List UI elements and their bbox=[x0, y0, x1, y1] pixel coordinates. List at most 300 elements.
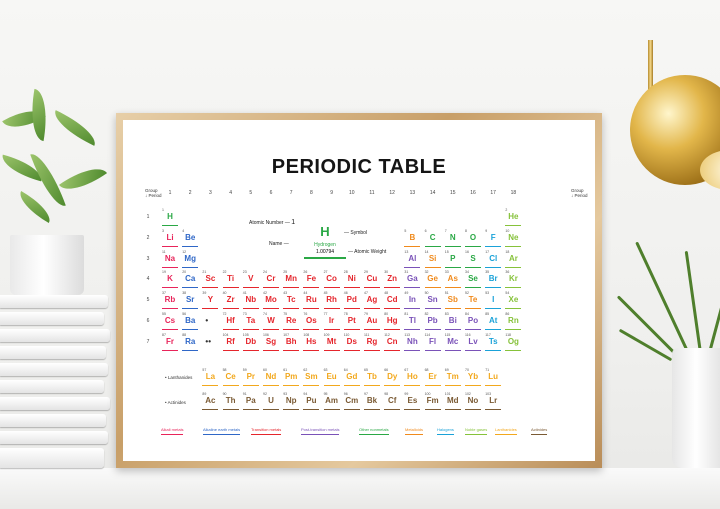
atomic-number: 42 bbox=[263, 291, 267, 296]
element-symbol: Sc bbox=[205, 274, 216, 284]
element-symbol: Cu bbox=[366, 274, 378, 284]
element-symbol: Pt bbox=[347, 316, 356, 325]
group-label-left: Group ↓ Period bbox=[145, 188, 162, 198]
category-bar bbox=[243, 409, 259, 410]
element-cell bbox=[343, 270, 361, 290]
atomic-number: 13 bbox=[404, 249, 409, 254]
element-symbol: V bbox=[248, 274, 254, 284]
element-cell bbox=[302, 368, 320, 388]
element-cell bbox=[323, 312, 341, 332]
atomic-number: 84 bbox=[465, 312, 469, 316]
group-number: 3 bbox=[209, 190, 212, 196]
atomic-number: 56 bbox=[182, 312, 187, 316]
category-bar bbox=[364, 308, 380, 309]
category-bar bbox=[445, 246, 461, 247]
element-symbol: Cl bbox=[489, 253, 498, 263]
element-symbol: Cf bbox=[387, 396, 397, 405]
element-symbol: Es bbox=[407, 396, 418, 405]
category-bar bbox=[303, 385, 319, 386]
poster-title: PERIODIC TABLE bbox=[271, 156, 447, 178]
category-bar bbox=[263, 385, 279, 386]
group-number: 4 bbox=[229, 190, 232, 196]
atomic-number: 71 bbox=[485, 368, 490, 372]
element-symbol: Lv bbox=[468, 336, 478, 346]
element-symbol: Yb bbox=[467, 372, 479, 381]
atomic-number: 72 bbox=[222, 312, 227, 316]
element-symbol: Fr bbox=[166, 336, 174, 346]
atomic-number: 41 bbox=[242, 291, 247, 296]
element-symbol: P bbox=[450, 253, 456, 263]
category-bar bbox=[485, 329, 501, 330]
element-cell bbox=[363, 291, 381, 311]
element-cell bbox=[383, 291, 401, 311]
element-cell bbox=[161, 250, 179, 270]
element-symbol: Au bbox=[366, 316, 378, 325]
element-symbol: As bbox=[447, 274, 458, 284]
category-bar bbox=[384, 409, 400, 410]
element-cell bbox=[242, 368, 260, 388]
element-cell bbox=[363, 392, 381, 412]
key-name: Hydrogen bbox=[314, 242, 336, 248]
atomic-number: 6 bbox=[424, 228, 427, 233]
element-symbol: Sr bbox=[185, 295, 195, 305]
atomic-number: 118 bbox=[505, 332, 511, 337]
element-symbol: Se bbox=[468, 274, 478, 284]
category-bar bbox=[324, 329, 340, 330]
category-bar bbox=[425, 246, 441, 247]
element-symbol: Ra bbox=[185, 336, 196, 346]
element-symbol: At bbox=[488, 316, 498, 325]
element-cell bbox=[302, 312, 320, 332]
category-bar bbox=[324, 385, 340, 386]
element-cell bbox=[424, 270, 442, 290]
category-bar bbox=[202, 385, 218, 386]
element-cell bbox=[444, 291, 462, 311]
atomic-number: 93 bbox=[283, 392, 288, 396]
element-cell bbox=[282, 368, 300, 388]
atomic-number: 59 bbox=[242, 368, 247, 372]
category-bar bbox=[404, 409, 420, 410]
category-bar bbox=[202, 287, 218, 288]
element-symbol: Pd bbox=[346, 295, 357, 305]
element-symbol: W bbox=[267, 316, 275, 325]
element-symbol: Cn bbox=[386, 336, 398, 346]
element-symbol: Ru bbox=[306, 295, 317, 305]
atomic-number: 87 bbox=[162, 332, 166, 337]
element-cell bbox=[403, 270, 421, 290]
element-symbol: B bbox=[409, 232, 416, 242]
category-bar bbox=[324, 409, 340, 410]
category-bar bbox=[445, 350, 461, 351]
element-symbol: Rn bbox=[508, 316, 519, 325]
category-bar bbox=[404, 385, 420, 386]
category-bar bbox=[384, 308, 400, 309]
element-cell bbox=[464, 392, 482, 412]
element-cell bbox=[282, 392, 300, 412]
element-cell bbox=[201, 270, 219, 290]
element-cell bbox=[504, 270, 522, 290]
atomic-number: 7 bbox=[444, 228, 447, 233]
atomic-number: 68 bbox=[424, 368, 429, 372]
category-bar bbox=[485, 308, 501, 309]
category-bar bbox=[465, 350, 481, 351]
element-cell bbox=[201, 368, 219, 388]
element-symbol: Be bbox=[185, 232, 196, 242]
atomic-number: 12 bbox=[182, 249, 187, 254]
category-bar bbox=[162, 308, 178, 309]
lanthanides-label: • Lanthanides bbox=[165, 375, 193, 380]
atomic-number: 106 bbox=[263, 332, 269, 337]
category-bar bbox=[364, 350, 380, 351]
atomic-number: 65 bbox=[364, 368, 368, 372]
element-symbol: Zn bbox=[387, 274, 398, 284]
category-bar bbox=[465, 329, 481, 330]
element-cell bbox=[484, 392, 502, 412]
element-symbol: Cm bbox=[345, 396, 359, 405]
element-cell bbox=[242, 392, 260, 412]
atomic-number: 30 bbox=[384, 270, 389, 275]
element-symbol: Np bbox=[285, 396, 297, 405]
atomic-number: 14 bbox=[424, 249, 429, 254]
atomic-number: 8 bbox=[465, 228, 467, 233]
atomic-number: 88 bbox=[182, 332, 187, 337]
atomic-number: 112 bbox=[384, 332, 390, 337]
period-number: 7 bbox=[146, 338, 150, 345]
atomic-number: 58 bbox=[222, 368, 227, 372]
atomic-number: 114 bbox=[424, 332, 431, 337]
element-symbol: Fm bbox=[426, 396, 439, 405]
atomic-number: 37 bbox=[162, 291, 166, 296]
element-cell bbox=[242, 291, 260, 311]
element-symbol: Rg bbox=[366, 336, 378, 346]
element-cell bbox=[424, 392, 442, 412]
element-symbol: O bbox=[469, 232, 477, 242]
atomic-number: 67 bbox=[404, 368, 409, 372]
element-cell bbox=[484, 312, 502, 332]
element-symbol: Th bbox=[225, 396, 236, 405]
atomic-number: 25 bbox=[283, 270, 288, 275]
element-symbol: Mt bbox=[326, 336, 337, 346]
element-cell bbox=[403, 250, 421, 270]
group-number: 18 bbox=[510, 190, 517, 196]
element-cell bbox=[242, 270, 260, 290]
element-symbol: Al bbox=[408, 253, 417, 263]
element-cell bbox=[444, 368, 462, 388]
element-cell bbox=[484, 270, 502, 290]
element-cell bbox=[444, 333, 462, 353]
category-bar bbox=[263, 308, 279, 309]
element-cell bbox=[262, 312, 280, 332]
element-cell bbox=[464, 229, 482, 249]
key-symbol: H bbox=[320, 224, 330, 239]
category-bar bbox=[384, 329, 400, 330]
atomic-number: 2 bbox=[505, 208, 508, 212]
category-bar bbox=[344, 385, 360, 386]
element-cell bbox=[222, 270, 240, 290]
category-bar bbox=[223, 385, 239, 386]
category-bar bbox=[445, 329, 461, 330]
element-symbol: Ho bbox=[407, 372, 418, 381]
element-cell bbox=[424, 312, 442, 332]
atomic-number: 53 bbox=[485, 291, 490, 296]
legend-item: Halogens bbox=[437, 427, 454, 435]
atomic-number: 63 bbox=[323, 368, 328, 372]
element-cell bbox=[504, 333, 522, 353]
atomic-number: 70 bbox=[465, 368, 469, 372]
element-cell bbox=[181, 250, 199, 270]
period-number: 1 bbox=[146, 214, 150, 220]
element-symbol: U bbox=[268, 396, 274, 405]
category-bar bbox=[465, 287, 481, 288]
atomic-number: 99 bbox=[404, 392, 409, 396]
category-bar bbox=[485, 385, 501, 386]
atomic-number: 3 bbox=[162, 228, 164, 233]
key-atomic-number-label: Atomic Number — 1 bbox=[249, 219, 296, 226]
element-cell bbox=[181, 270, 199, 290]
category-bar bbox=[202, 308, 218, 309]
element-cell bbox=[403, 368, 421, 388]
atomic-number: 111 bbox=[364, 332, 370, 337]
element-cell bbox=[504, 250, 522, 270]
element-symbol: Eu bbox=[326, 372, 337, 381]
atomic-number: 95 bbox=[323, 392, 328, 396]
atomic-number: 10 bbox=[505, 228, 510, 233]
legend-item: Metalloids bbox=[405, 427, 423, 435]
group-number: 2 bbox=[188, 190, 192, 196]
element-symbol: Ge bbox=[427, 274, 438, 284]
atomic-number: 33 bbox=[444, 270, 449, 275]
category-bar bbox=[283, 287, 299, 288]
key-color-bar bbox=[304, 257, 346, 259]
element-symbol: Bi bbox=[448, 316, 457, 325]
category-bar bbox=[303, 287, 319, 288]
atomic-number: 102 bbox=[465, 392, 471, 396]
group-number: 6 bbox=[269, 190, 273, 196]
element-symbol: Lr bbox=[489, 396, 498, 405]
category-bar bbox=[344, 350, 360, 351]
atomic-number: 82 bbox=[424, 312, 429, 316]
element-symbol: Lu bbox=[488, 372, 499, 381]
element-cell bbox=[343, 312, 361, 332]
element-cell bbox=[464, 291, 482, 311]
element-symbol: Pb bbox=[427, 316, 438, 325]
atomic-number: 94 bbox=[303, 392, 308, 396]
atomic-number: 73 bbox=[242, 312, 247, 316]
category-bar bbox=[505, 350, 521, 351]
element-cell bbox=[504, 208, 522, 228]
category-bar bbox=[303, 409, 319, 410]
element-cell bbox=[181, 291, 199, 311]
element-symbol: Og bbox=[507, 336, 519, 346]
shelf bbox=[0, 468, 720, 509]
element-symbol: Tc bbox=[286, 295, 296, 305]
category-bar bbox=[425, 329, 441, 330]
element-cell bbox=[181, 312, 199, 332]
atomic-number: 116 bbox=[465, 332, 471, 337]
element-symbol: No bbox=[467, 396, 479, 405]
element-symbol: Te bbox=[468, 295, 478, 305]
element-symbol: Er bbox=[428, 372, 437, 381]
element-symbol: Nb bbox=[245, 295, 257, 305]
atomic-number: 78 bbox=[343, 312, 348, 316]
category-bar bbox=[404, 329, 420, 330]
category-bar bbox=[283, 308, 299, 309]
element-symbol: La bbox=[205, 372, 216, 381]
category-bar bbox=[485, 350, 501, 351]
atomic-number: 39 bbox=[202, 291, 207, 296]
group-number: 14 bbox=[429, 190, 436, 196]
atomic-number: 109 bbox=[323, 332, 330, 337]
atomic-number: 48 bbox=[384, 291, 389, 296]
element-symbol: Ir bbox=[328, 316, 335, 325]
category-bar bbox=[404, 246, 420, 247]
atomic-number: 35 bbox=[485, 270, 490, 275]
category-bar bbox=[324, 350, 340, 351]
element-symbol: Ts bbox=[488, 336, 498, 346]
category-bar bbox=[283, 350, 299, 351]
atomic-number: 100 bbox=[424, 392, 431, 396]
element-symbol: Br bbox=[488, 274, 498, 284]
element-cell bbox=[343, 333, 361, 353]
atomic-number: 19 bbox=[162, 270, 166, 275]
atomic-number: 28 bbox=[343, 270, 348, 275]
element-symbol: Ac bbox=[205, 396, 216, 405]
element-cell bbox=[302, 270, 320, 290]
element-cell bbox=[282, 312, 300, 332]
element-cell bbox=[282, 291, 300, 311]
element-symbol: Ce bbox=[225, 372, 236, 381]
element-symbol: Rh bbox=[326, 295, 337, 305]
atomic-number: 62 bbox=[303, 368, 308, 372]
category-bar bbox=[384, 350, 400, 351]
category-bar bbox=[243, 308, 259, 309]
category-bar bbox=[465, 385, 481, 386]
key-weight: 1.00794 bbox=[315, 249, 335, 255]
group-number: 10 bbox=[349, 190, 355, 196]
element-cell bbox=[161, 333, 179, 353]
atomic-number: 79 bbox=[364, 312, 368, 316]
category-bar bbox=[182, 287, 198, 288]
category-bar bbox=[344, 308, 360, 309]
element-cell bbox=[161, 208, 179, 228]
category-bar bbox=[505, 267, 521, 268]
element-cell bbox=[161, 229, 179, 249]
atomic-number: 60 bbox=[263, 368, 267, 372]
atomic-number: 64 bbox=[343, 368, 348, 372]
element-cell bbox=[383, 392, 401, 412]
element-cell bbox=[222, 291, 240, 311]
category-bar bbox=[324, 308, 340, 309]
element-symbol: Mg bbox=[184, 253, 196, 263]
element-cell bbox=[464, 250, 482, 270]
element-symbol: Ba bbox=[185, 316, 196, 325]
element-cell bbox=[383, 270, 401, 290]
element-cell bbox=[363, 368, 381, 388]
element-symbol: Hg bbox=[386, 316, 398, 325]
element-symbol: Os bbox=[306, 316, 317, 325]
legend-item: Lanthanides bbox=[495, 427, 517, 435]
category-bar bbox=[182, 267, 198, 268]
element-cell bbox=[484, 291, 502, 311]
category-bar bbox=[223, 287, 239, 288]
atomic-number: 86 bbox=[505, 312, 510, 316]
category-bar bbox=[404, 350, 420, 351]
element-symbol: Rf bbox=[226, 336, 235, 346]
category-bar bbox=[425, 385, 441, 386]
element-symbol: Ag bbox=[366, 295, 378, 305]
atomic-number: 22 bbox=[222, 270, 227, 275]
period-number: 2 bbox=[146, 234, 150, 241]
category-bar bbox=[465, 308, 481, 309]
element-cell bbox=[464, 270, 482, 290]
atomic-number: 103 bbox=[485, 392, 492, 396]
element-cell bbox=[323, 392, 341, 412]
atomic-number: 16 bbox=[465, 249, 469, 254]
atomic-number: 115 bbox=[444, 332, 451, 337]
element-cell bbox=[383, 333, 401, 353]
element-symbol: Cd bbox=[386, 295, 398, 305]
category-bar bbox=[263, 409, 279, 410]
element-symbol: Kr bbox=[508, 274, 518, 284]
key-name-label: Name — bbox=[269, 241, 289, 247]
element-cell bbox=[484, 229, 502, 249]
group-label-right: Group ↓ Period bbox=[571, 188, 588, 198]
atomic-number: 4 bbox=[182, 228, 185, 233]
category-bar bbox=[303, 350, 319, 351]
category-bar bbox=[445, 287, 461, 288]
atomic-number: 104 bbox=[222, 332, 229, 337]
element-cell bbox=[504, 229, 522, 249]
category-bar bbox=[182, 350, 198, 351]
category-bar bbox=[425, 287, 441, 288]
element-cell bbox=[464, 368, 482, 388]
category-bar bbox=[505, 287, 521, 288]
legend-item: Other nonmetals bbox=[359, 427, 389, 435]
atomic-number: 90 bbox=[222, 392, 227, 396]
element-symbol: Pu bbox=[306, 396, 317, 405]
element-symbol: Ca bbox=[185, 274, 196, 284]
element-symbol: H bbox=[167, 212, 173, 221]
element-symbol: Pr bbox=[246, 372, 256, 381]
atomic-number: 46 bbox=[343, 291, 348, 296]
period-number: 5 bbox=[146, 297, 150, 304]
element-symbol: Tm bbox=[446, 372, 459, 381]
legend-item: Alkali metals bbox=[161, 427, 183, 435]
atomic-number: 76 bbox=[303, 312, 308, 316]
category-bar bbox=[344, 329, 360, 330]
category-bar bbox=[202, 409, 218, 410]
category-bar bbox=[303, 308, 319, 309]
category-bar bbox=[243, 287, 259, 288]
period-number: 3 bbox=[146, 255, 150, 262]
category-bar bbox=[465, 246, 481, 247]
category-bar bbox=[344, 409, 360, 410]
element-cell bbox=[383, 368, 401, 388]
atomic-number: 75 bbox=[283, 312, 288, 316]
element-symbol: F bbox=[490, 232, 496, 242]
atomic-number: 107 bbox=[283, 332, 290, 337]
element-cell bbox=[161, 291, 179, 311]
group-number: 13 bbox=[409, 190, 416, 196]
category-bar bbox=[384, 287, 400, 288]
key-weight-label: — Atomic Weight bbox=[348, 249, 387, 255]
category-bar bbox=[465, 267, 481, 268]
key-symbol-label: — Symbol bbox=[344, 230, 368, 236]
atomic-number: 113 bbox=[404, 332, 410, 337]
element-cell bbox=[424, 333, 442, 353]
category-bar bbox=[243, 329, 259, 330]
category-bar bbox=[162, 267, 178, 268]
